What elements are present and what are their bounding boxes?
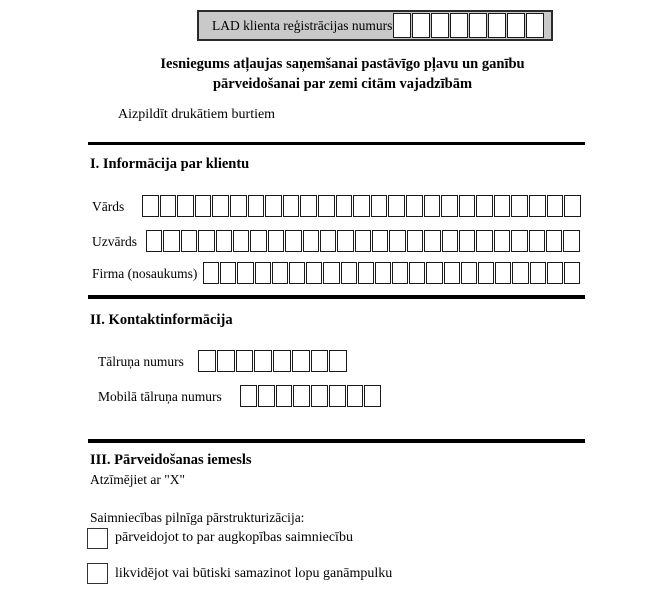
input-cell[interactable]: [564, 195, 581, 217]
talruna-label: Tālruņa numurs: [98, 354, 184, 369]
mobila-talruna-label: Mobilā tālruņa numurs: [98, 389, 222, 404]
input-cell[interactable]: [564, 262, 580, 284]
input-cell[interactable]: [265, 195, 282, 217]
input-cell[interactable]: [163, 230, 179, 252]
form-title: [90, 54, 595, 94]
input-cell[interactable]: [248, 195, 265, 217]
input-cell[interactable]: [355, 230, 371, 252]
input-cell[interactable]: [511, 195, 528, 217]
form-title-line1: Iesniegums atļaujas saņemšanai pastāvīgo pļavu un ganību: [160, 56, 525, 72]
input-cell[interactable]: [254, 350, 272, 372]
input-cell[interactable]: [203, 262, 219, 284]
input-cell[interactable]: [329, 385, 346, 407]
input-cell[interactable]: [389, 230, 405, 252]
input-cell[interactable]: [478, 262, 494, 284]
input-cell[interactable]: [476, 195, 493, 217]
input-cell[interactable]: [388, 195, 405, 217]
fill-instruction: Aizpildīt drukātiem burtiem: [118, 107, 276, 122]
input-cell[interactable]: [233, 230, 249, 252]
input-cell[interactable]: [371, 195, 388, 217]
input-cell[interactable]: [461, 262, 477, 284]
firma-label: Firma (nosaukums): [92, 266, 198, 281]
section-divider-2: [88, 295, 585, 299]
restructuring-group-label: Saimniecības pilnīga pārstrukturizācija:: [90, 510, 305, 525]
input-cell[interactable]: [450, 13, 468, 38]
input-cell[interactable]: [142, 195, 159, 217]
form-title-line2: pārveidošanai par zemi citām vajadzībām: [212, 76, 473, 92]
input-cell[interactable]: [341, 262, 357, 284]
firma-cell-grid[interactable]: [203, 262, 580, 284]
input-cell[interactable]: [529, 230, 545, 252]
input-cell[interactable]: [512, 262, 528, 284]
input-cell[interactable]: [442, 230, 458, 252]
input-cell[interactable]: [488, 13, 506, 38]
input-cell[interactable]: [195, 195, 212, 217]
vards-label: Vārds: [92, 199, 125, 214]
input-cell[interactable]: [337, 230, 353, 252]
input-cell[interactable]: [507, 13, 525, 38]
checkbox-option-2[interactable]: [87, 563, 108, 584]
input-cell[interactable]: [424, 195, 441, 217]
input-cell[interactable]: [358, 262, 374, 284]
input-cell[interactable]: [285, 230, 301, 252]
input-cell[interactable]: [375, 262, 391, 284]
mobila-talruna-cell-grid[interactable]: [240, 385, 381, 407]
input-cell[interactable]: [258, 385, 275, 407]
input-cell[interactable]: [181, 230, 197, 252]
input-cell[interactable]: [311, 385, 328, 407]
input-cell[interactable]: [276, 385, 293, 407]
input-cell[interactable]: [320, 230, 336, 252]
input-cell[interactable]: [283, 195, 300, 217]
input-cell[interactable]: [476, 230, 492, 252]
uzvards-cell-grid[interactable]: [146, 230, 580, 252]
input-cell[interactable]: [547, 195, 564, 217]
section1-heading: I. Informācija par klientu: [90, 156, 250, 172]
input-cell[interactable]: [426, 262, 442, 284]
mark-with-x-note: Atzīmējiet ar "X": [90, 472, 185, 487]
section2-heading: II. Kontaktinformācija: [90, 312, 233, 328]
section-divider-3: [88, 439, 585, 443]
checkbox-option-1[interactable]: [87, 528, 108, 549]
input-cell[interactable]: [494, 195, 511, 217]
input-cell[interactable]: [459, 195, 476, 217]
input-cell[interactable]: [393, 13, 411, 38]
input-cell[interactable]: [250, 230, 266, 252]
input-cell[interactable]: [406, 195, 423, 217]
talruna-cell-grid[interactable]: [198, 350, 347, 372]
input-cell[interactable]: [347, 385, 364, 407]
input-cell[interactable]: [469, 13, 487, 38]
registration-number-cell-grid[interactable]: [393, 13, 544, 38]
input-cell[interactable]: [353, 195, 370, 217]
input-cell[interactable]: [563, 230, 579, 252]
input-cell[interactable]: [177, 195, 194, 217]
input-cell[interactable]: [530, 262, 546, 284]
input-cell[interactable]: [236, 350, 254, 372]
checkbox-option-2-label: likvidējot vai būtiski samazinot lopu ganāmpulku: [115, 566, 393, 581]
input-cell[interactable]: [240, 385, 257, 407]
input-cell[interactable]: [300, 195, 317, 217]
input-cell[interactable]: [311, 350, 329, 372]
input-cell[interactable]: [392, 262, 408, 284]
vards-cell-grid[interactable]: [142, 195, 581, 217]
input-cell[interactable]: [424, 230, 440, 252]
input-cell[interactable]: [444, 262, 460, 284]
uzvards-label: Uzvārds: [92, 234, 137, 249]
input-cell[interactable]: [431, 13, 449, 38]
input-cell[interactable]: [292, 350, 310, 372]
input-cell[interactable]: [146, 230, 162, 252]
input-cell[interactable]: [289, 262, 305, 284]
input-cell[interactable]: [407, 230, 423, 252]
input-cell[interactable]: [230, 195, 247, 217]
input-cell[interactable]: [303, 230, 319, 252]
input-cell[interactable]: [306, 262, 322, 284]
input-cell[interactable]: [272, 262, 288, 284]
input-cell[interactable]: [409, 262, 425, 284]
input-cell[interactable]: [546, 230, 562, 252]
input-cell[interactable]: [547, 262, 563, 284]
input-cell[interactable]: [198, 350, 216, 372]
input-cell[interactable]: [212, 195, 229, 217]
input-cell[interactable]: [494, 230, 510, 252]
input-cell[interactable]: [529, 195, 546, 217]
checkbox-option-1-label: pārveidojot to par augkopības saimniecību: [115, 530, 353, 545]
header-box: [197, 10, 553, 41]
input-cell[interactable]: [336, 195, 353, 217]
input-cell[interactable]: [268, 230, 284, 252]
input-cell[interactable]: [441, 195, 458, 217]
input-cell[interactable]: [318, 195, 335, 217]
input-cell[interactable]: [273, 350, 291, 372]
registration-number-label: LAD klienta reģistrācijas numurs: [212, 17, 393, 33]
input-cell[interactable]: [293, 385, 310, 407]
input-cell[interactable]: [255, 262, 271, 284]
input-cell[interactable]: [459, 230, 475, 252]
input-cell[interactable]: [372, 230, 388, 252]
input-cell[interactable]: [329, 350, 347, 372]
input-cell[interactable]: [198, 230, 214, 252]
input-cell[interactable]: [237, 262, 253, 284]
input-cell[interactable]: [364, 385, 381, 407]
input-cell[interactable]: [217, 350, 235, 372]
input-cell[interactable]: [220, 262, 236, 284]
input-cell[interactable]: [323, 262, 339, 284]
input-cell[interactable]: [511, 230, 527, 252]
input-cell[interactable]: [412, 13, 430, 38]
input-cell[interactable]: [526, 13, 544, 38]
input-cell[interactable]: [216, 230, 232, 252]
input-cell[interactable]: [495, 262, 511, 284]
section-divider-1: [88, 142, 585, 145]
input-cell[interactable]: [160, 195, 177, 217]
section3-heading: III. Pārveidošanas iemesls: [90, 452, 252, 468]
